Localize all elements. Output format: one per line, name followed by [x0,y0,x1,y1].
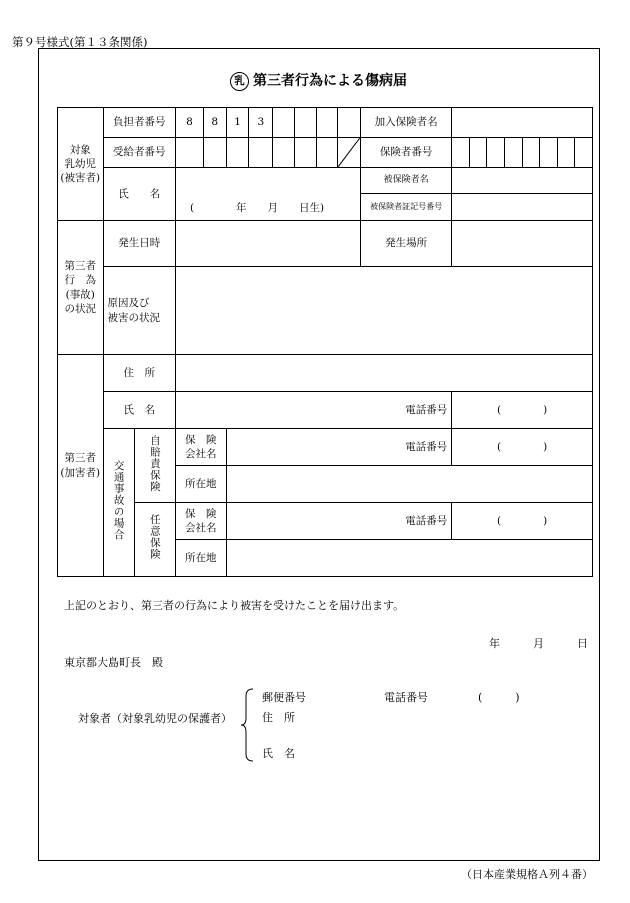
burden-digit-3[interactable]: 1 [226,108,249,138]
incident-section-label: 第三者 行 為 (事故) の状況 [58,221,104,355]
recipient-digit-3[interactable] [226,138,249,168]
compulsory-company-label: 保 険 会社名 [175,429,226,466]
insurer-digit-4[interactable] [504,138,522,168]
incident-cause-field[interactable] [175,267,592,355]
burden-digit-5[interactable] [273,108,295,138]
voluntary-company-label: 保 険 会社名 [175,503,226,540]
voluntary-phone-label: 電話番号 [361,503,452,540]
applicant-phone-paren: ( ) [478,691,520,704]
form-title [230,70,407,91]
applicant-name-label: 氏 名 [262,747,295,760]
insurer-name-field[interactable] [452,108,593,138]
compulsory-insurance-label: 自賠責保険 [134,429,175,503]
insurer-digit-3[interactable] [487,138,505,168]
burden-digit-8[interactable] [338,108,361,138]
recipient-digit-5[interactable] [273,138,295,168]
recipient-digit-1[interactable] [175,138,203,168]
burden-digit-2[interactable]: 8 [203,108,226,138]
applicant-phone-label: 電話番号 [384,691,428,704]
voluntary-location-field[interactable] [226,540,592,577]
incident-cause-label: 原因及び 被害の状況 [103,267,175,355]
voluntary-phone-field[interactable] [452,503,593,540]
title-mark: 乳 [230,72,249,91]
form-title-text: 第三者行為による傷病届 [253,73,407,89]
burden-digit-7[interactable] [316,108,338,138]
insured-name-field[interactable] [452,168,593,194]
date-line: 年 月 日 [489,637,588,650]
compulsory-company-field[interactable] [226,429,360,466]
incident-date-field[interactable] [175,221,360,267]
applicant-address-label: 住 所 [262,711,295,724]
insurer-digit-7[interactable] [557,138,575,168]
third-party-section-label: 第三者 (加害者) [58,355,104,577]
voluntary-company-field[interactable] [226,503,360,540]
applicant-label: 対象者（対象乳幼児の保護者） [78,712,232,725]
burden-digit-6[interactable] [294,108,316,138]
insurer-number-label: 保険者番号 [361,138,452,168]
insurer-digit-2[interactable] [469,138,487,168]
statement-text: 上記のとおり、第三者の行為により被害を受けたことを届け出ます。 [64,599,405,612]
form-number-label: 第９号様式(第１３条関係) [12,35,148,49]
applicant-postal-label: 郵便番号 [262,691,306,704]
third-party-name-label: 氏 名 [103,392,175,429]
incident-date-label: 発生日時 [103,221,175,267]
third-party-phone-label: 電話番号 [361,392,452,429]
compulsory-phone-paren: ( ) [497,440,548,453]
incident-place-label: 発生場所 [361,221,452,267]
incident-place-field[interactable] [452,221,593,267]
third-party-phone-paren: ( ) [497,403,548,416]
compulsory-phone-label: 電話番号 [361,429,452,466]
recipient-number-label: 受給者番号 [103,138,175,168]
insurer-digit-5[interactable] [522,138,540,168]
compulsory-phone-field[interactable] [452,429,593,466]
insurer-digit-8[interactable] [575,138,593,168]
addressee: 東京都大島町長 殿 [64,656,163,669]
slash-line [338,138,360,167]
voluntary-insurance-label: 任意保険 [134,503,175,577]
insurer-name-label: 加入保険者名 [361,108,452,138]
insured-card-label: 被保険者証記号番号 [361,194,452,221]
recipient-digit-6[interactable] [294,138,316,168]
compulsory-location-label: 所在地 [175,466,226,503]
subject-name-field[interactable] [175,168,360,221]
voluntary-location-label: 所在地 [175,540,226,577]
third-party-name-field[interactable] [175,392,360,429]
recipient-digit-2[interactable] [203,138,226,168]
burden-digit-4[interactable]: 3 [249,108,273,138]
subject-section-label: 対象 乳幼児 (被害者) [58,108,104,221]
voluntary-phone-paren: ( ) [497,514,548,527]
third-party-phone-field[interactable] [452,392,593,429]
recipient-digit-slash [338,138,361,168]
insurer-digit-6[interactable] [540,138,558,168]
third-party-address-field[interactable] [175,355,592,392]
compulsory-location-field[interactable] [226,466,592,503]
recipient-digit-7[interactable] [316,138,338,168]
main-form-table [57,107,593,577]
insured-card-field[interactable] [452,194,593,221]
insurer-digit-1[interactable] [452,138,470,168]
recipient-digit-4[interactable] [249,138,273,168]
traffic-accident-label: 交通事故の場合 [103,429,134,577]
birth-date-text: ( 年 月 日生) [189,201,325,214]
third-party-address-label: 住 所 [103,355,175,392]
subject-name-label: 氏 名 [103,168,175,221]
footer-note: （日本産業規格Ａ列４番） [461,868,593,881]
brace-icon [240,688,254,762]
burden-number-label: 負担者番号 [103,108,175,138]
burden-digit-1[interactable]: 8 [175,108,203,138]
insured-name-label: 被保険者名 [361,168,452,194]
